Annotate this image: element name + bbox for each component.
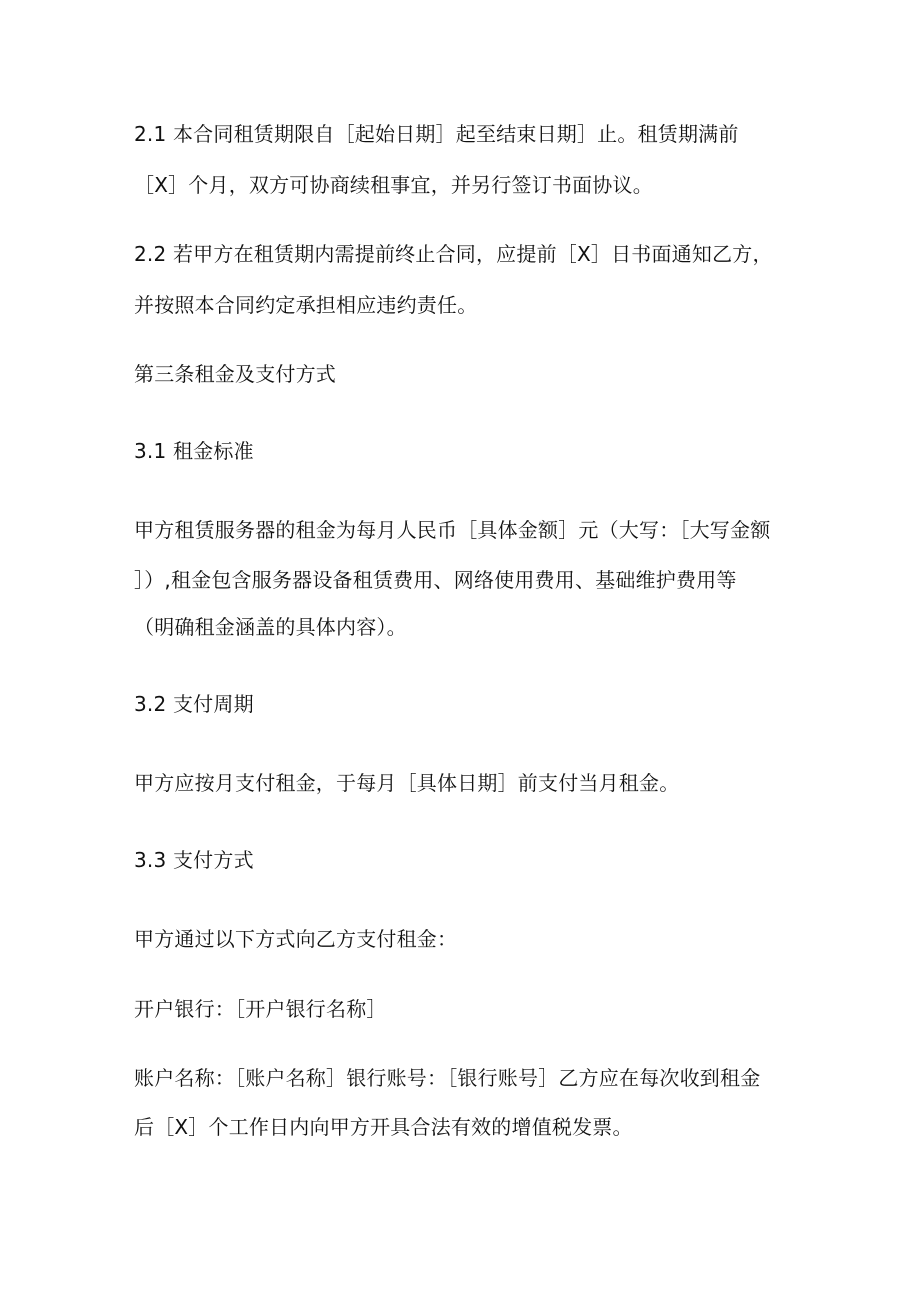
payment-period-text: 甲方应按月支付租金，于每月［具体日期］前支付当月租金。: [134, 771, 680, 795]
clause-2-2-line-1: 2.2 若甲方在租赁期内需提前终止合同，应提前［X］日书面通知乙方，: [134, 242, 773, 266]
article-3-heading: 第三条租金及支付方式: [134, 362, 336, 386]
clause-2-1-line-2: ［X］个月，双方可协商续租事宜，并另行签订书面协议。: [134, 173, 653, 197]
section-3-1-heading: 3.1 租金标准: [134, 439, 254, 463]
payment-method-intro: 甲方通过以下方式向乙方支付租金：: [134, 927, 458, 951]
account-info-line-1: 账户名称：［账户名称］银行账号：［银行账号］乙方应在每次收到租金: [134, 1066, 761, 1090]
bank-name-line: 开户银行：［开户银行名称］: [134, 997, 387, 1021]
rent-standard-line-2: ］）,租金包含服务器设备租赁费用、网络使用费用、基础维护费用等: [134, 568, 737, 592]
section-3-2-heading: 3.2 支付周期: [134, 692, 254, 716]
clause-2-2-line-2: 并按照本合同约定承担相应违约责任。: [134, 293, 478, 317]
rent-standard-line-1: 甲方租赁服务器的租金为每月人民币［具体金额］元（大写：［大写金额: [134, 518, 771, 542]
rent-standard-line-3: （明确租金涵盖的具体内容）。: [134, 615, 407, 639]
account-info-line-2: 后［X］个工作日内向甲方开具合法有效的增值税发票。: [134, 1115, 633, 1139]
clause-2-1-line-1: 2.1 本合同租赁期限自［起始日期］起至结束日期］止。租赁期满前: [134, 122, 739, 146]
section-3-3-heading: 3.3 支付方式: [134, 848, 254, 872]
